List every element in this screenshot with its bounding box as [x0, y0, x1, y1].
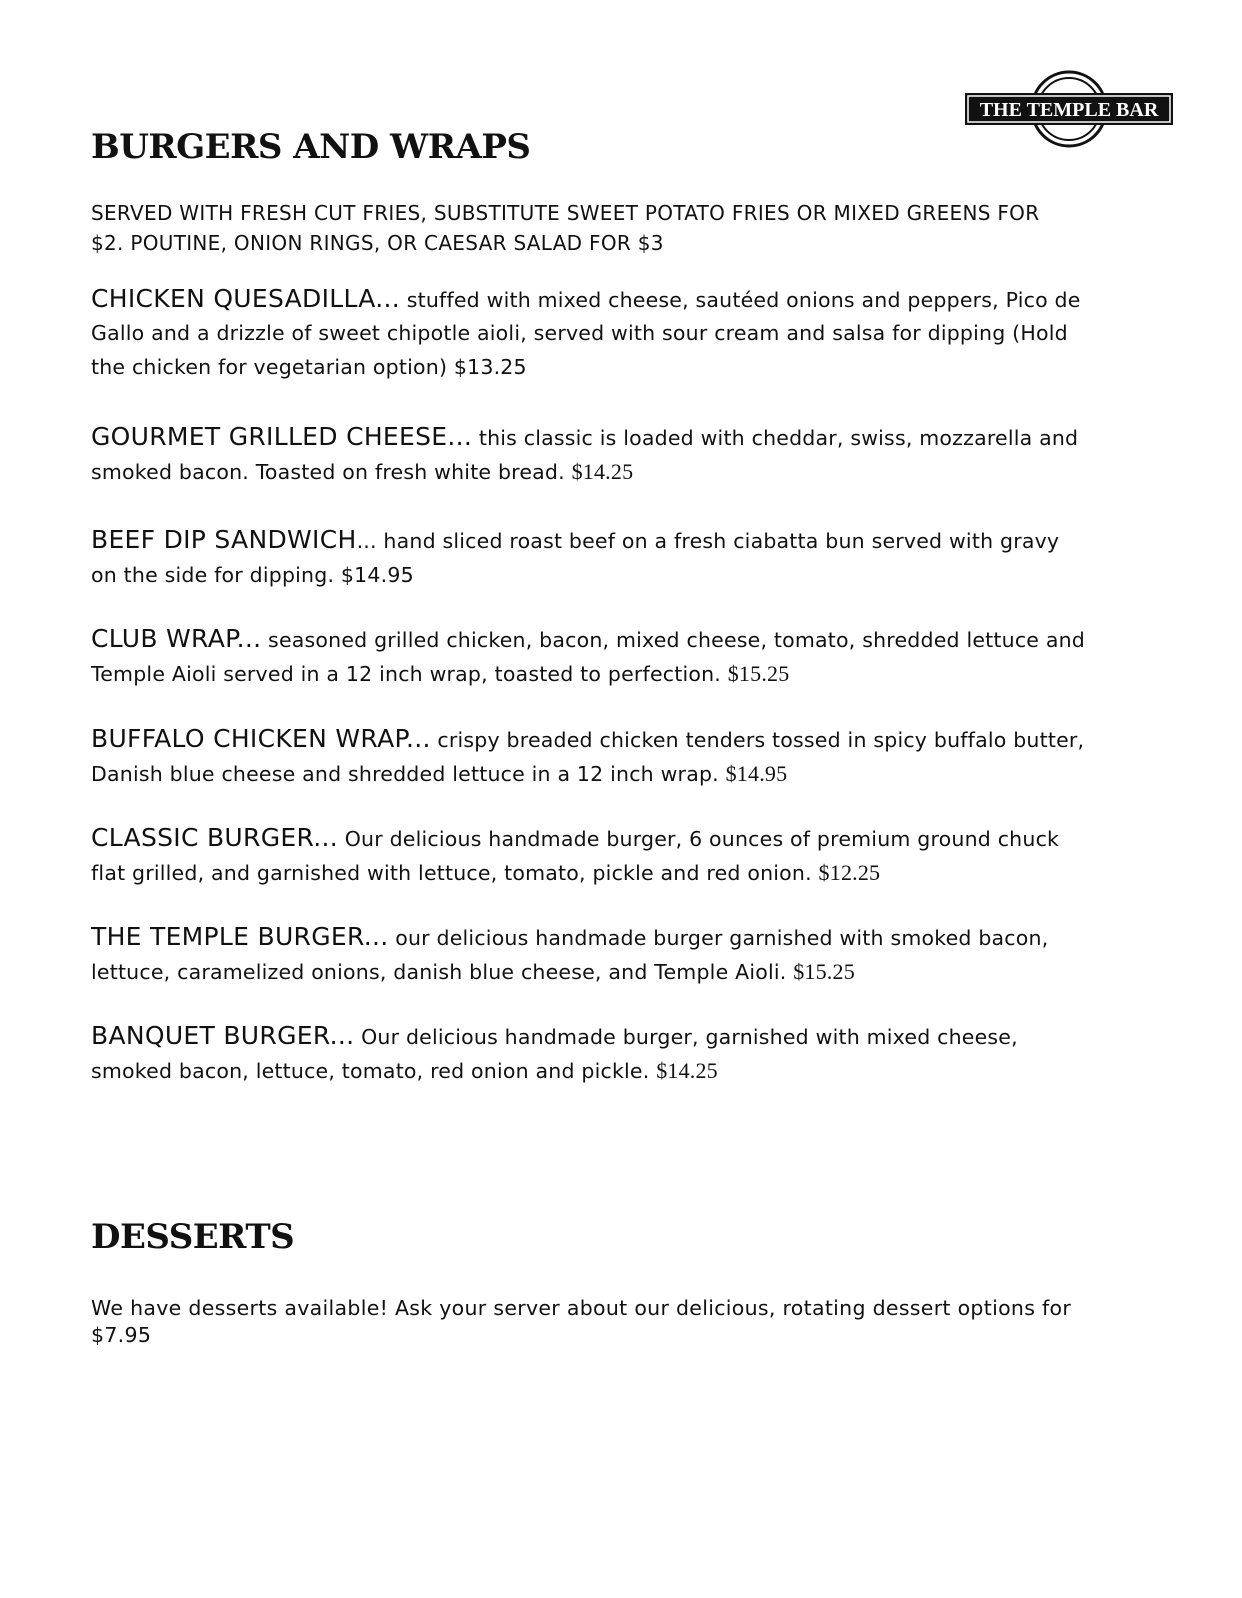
menu-item-price: $14.25 [571, 459, 634, 484]
burgers-intro-text: SERVED WITH FRESH CUT FRIES, SUBSTITUTE SWEET POTATO FRIES OR MIXED GREENS FOR $2. POUTINE, ONION RINGS, OR CAESAR SALAD FOR $3 [91, 201, 1040, 255]
menu-item-name: CLUB WRAP... [91, 624, 262, 653]
menu-item-name: CHICKEN QUESADILLA... [91, 284, 400, 313]
menu-item-description: seasoned grilled chicken, bacon, mixed cheese, tomato, shredded lettuce and Temple Aioli served in a 12 inch wrap, toasted to perfection. [91, 628, 1085, 686]
menu-item-club-wrap [91, 622, 1091, 691]
logo-text: THE TEMPLE BAR [979, 99, 1159, 121]
burgers-item-list [91, 282, 1091, 1088]
menu-item-price: $15.25 [793, 959, 855, 984]
menu-item-beef-dip-sandwich [91, 523, 1091, 592]
menu-item-description: ... hand sliced roast beef on a fresh ciabatta bun served with gravy on the side for dipping. $14.95 [91, 529, 1060, 587]
menu-item-classic-burger [91, 821, 1091, 890]
desserts-section-title: DESSERTS [91, 1217, 295, 1257]
menu-item-banquet-burger [91, 1019, 1091, 1088]
menu-item-price: $14.25 [656, 1058, 718, 1083]
menu-item-price: $12.25 [818, 860, 881, 885]
menu-item-name: BANQUET BURGER... [91, 1021, 355, 1050]
menu-item-description: our delicious handmade burger garnished with smoked bacon, lettuce, caramelized onions, danish blue cheese, and Temple Aioli. [91, 926, 1049, 984]
desserts-text: We have desserts available! Ask your server about our delicious, rotating dessert options for $7.95 [91, 1296, 1072, 1347]
menu-item-name: THE TEMPLE BURGER... [91, 922, 389, 951]
menu-item-name: GOURMET GRILLED CHEESE... [91, 422, 473, 451]
temple-bar-logo [963, 70, 1175, 148]
menu-item-name: CLASSIC BURGER... [91, 823, 338, 852]
menu-item-description: this classic is loaded with cheddar, swiss, mozzarella and smoked bacon. Toasted on fresh white bread. [91, 426, 1079, 484]
menu-item-price: $14.95 [725, 761, 788, 786]
burgers-section-title: BURGERS AND WRAPS [91, 127, 531, 167]
menu-item-gourmet-grilled-cheese [91, 420, 1091, 489]
menu-item-description: Our delicious handmade burger, 6 ounces of premium ground chuck flat grilled, and garnished with lettuce, tomato, pickle and red onion. [91, 827, 1060, 885]
logo-emblem-icon [963, 70, 1175, 148]
menu-item-description: Our delicious handmade burger, garnished with mixed cheese, smoked bacon, lettuce, tomato, red onion and pickle. [91, 1025, 1018, 1083]
menu-item-description: crispy breaded chicken tenders tossed in spicy buffalo butter, Danish blue cheese and shredded lettuce in a 12 inch wrap. [91, 728, 1085, 786]
menu-item-name: BUFFALO CHICKEN WRAP... [91, 724, 431, 753]
menu-item-chicken-quesadilla [91, 282, 1091, 384]
menu-item-description: stuffed with mixed cheese, sautéed onions and peppers, Pico de Gallo and a drizzle of sweet chipotle aioli, served with sour cream and salsa for dipping (Hold the chicken for vegetarian option) $13.25 [91, 288, 1081, 379]
menu-item-name: BEEF DIP SANDWICH [91, 525, 357, 554]
menu-item-price: $15.25 [727, 661, 790, 686]
menu-item-the-temple-burger [91, 920, 1091, 989]
menu-item-buffalo-chicken-wrap [91, 722, 1091, 791]
